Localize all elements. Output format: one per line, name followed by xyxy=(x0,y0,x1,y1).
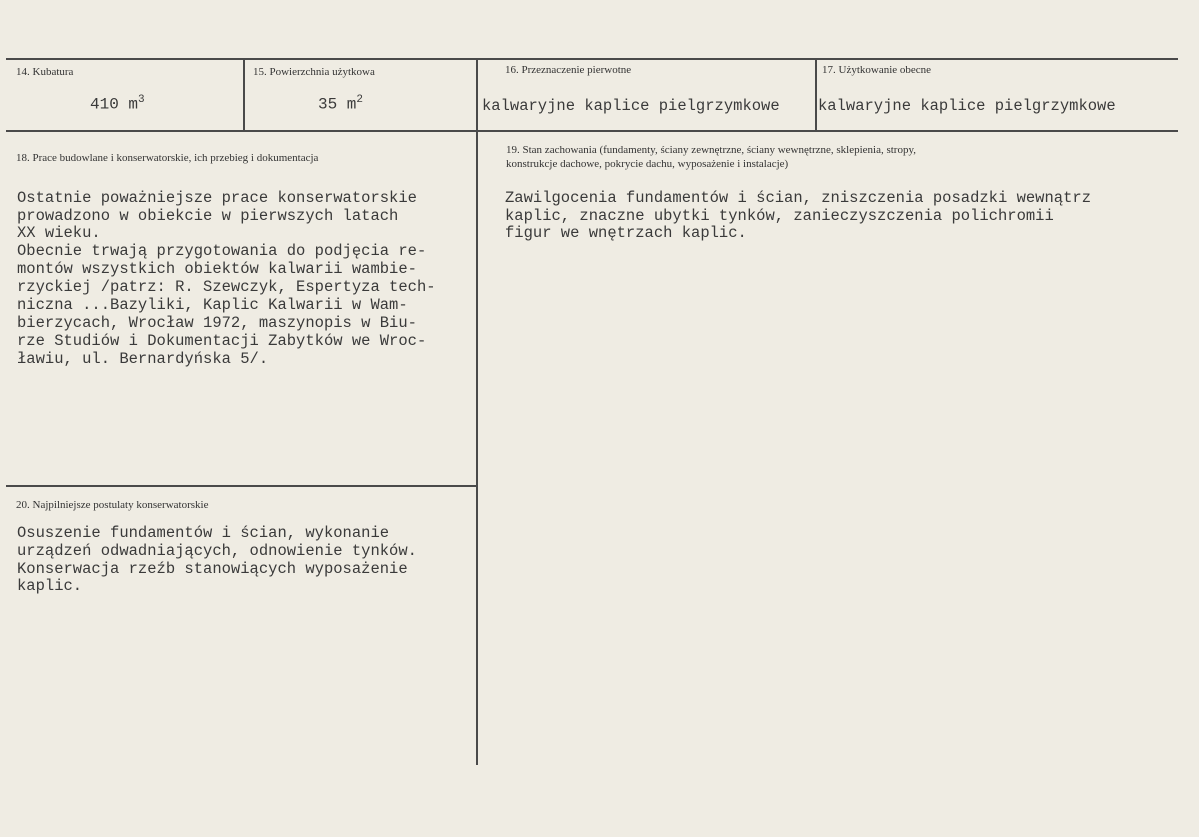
text-line: rze Studiów i Dokumentacji Zabytków we Wroc- xyxy=(17,332,427,350)
text-line: niczna ...Bazyliki, Kaplic Kalwarii w Wam- xyxy=(17,296,408,314)
text-line: ławiu, ul. Bernardyńska 5/. xyxy=(17,350,269,368)
text-line: urządzeń odwadniających, odnowienie tynków. xyxy=(17,542,417,560)
divider-15-16 xyxy=(476,58,478,765)
field-18-label: 18. Prace budowlane i konserwatorskie, ich przebieg i dokumentacja xyxy=(16,152,319,164)
field-15-label: 15. Powierzchnia użytkowa xyxy=(253,66,375,78)
field-14-value: 410 $m^3$ xyxy=(90,94,145,114)
field-17-value: kalwaryjne kaplice pielgrzymkowe xyxy=(818,97,1116,115)
divider-16-17 xyxy=(815,58,817,131)
text-line: bierzycach, Wrocław 1972, maszynopis w Biu- xyxy=(17,314,417,332)
field-16-value: kalwaryjne kaplice pielgrzymkowe xyxy=(482,97,780,115)
top-border-line xyxy=(6,58,1178,60)
field-14-label: 14. Kubatura xyxy=(16,66,74,78)
text-line: rzyckiej /patrz: R. Szewczyk, Espertyza tech- xyxy=(17,278,436,296)
text-line: XX wieku. xyxy=(17,224,101,242)
text-line: Obecnie trwają przygotowania do podjęcia re- xyxy=(17,242,427,260)
field-20-label: 20. Najpilniejsze postulaty konserwatorskie xyxy=(16,499,209,511)
text-line: kaplic. xyxy=(17,577,83,595)
text-line: Osuszenie fundamentów i ścian, wykonanie xyxy=(17,524,390,542)
field-16-label: 16. Przeznaczenie pierwotne xyxy=(505,64,632,76)
text-line: montów wszystkich obiektów kalwarii wambie- xyxy=(17,260,417,278)
field-19-label-line-2: konstrukcje dachowe, pokrycie dachu, wyposażenie i instalacje) xyxy=(506,158,789,170)
section-18-bottom-line xyxy=(6,485,477,487)
text-line: Zawilgocenia fundamentów i ścian, zniszczenia posadzki wewnątrz xyxy=(505,189,1091,207)
text-line: kaplic, znaczne ubytki tynków, zanieczyszczenia polichromii xyxy=(505,207,1054,225)
text-line: figur we wnętrzach kaplic. xyxy=(505,224,747,242)
text-line: prowadzono w obiekcie w pierwszych latach xyxy=(17,207,399,225)
text-line: Ostatnie poważniejsze prace konserwatorskie xyxy=(17,189,417,207)
field-17-label: 17. Użytkowanie obecne xyxy=(822,64,932,76)
text-line: Konserwacja rzeźb stanowiących wyposażenie xyxy=(17,560,408,578)
header-row-bottom-line xyxy=(6,130,1178,132)
field-19-label-line-1: 19. Stan zachowania (fundamenty, ściany zewnętrzne, ściany wewnętrzne, sklepienia, stropy, xyxy=(506,144,917,156)
divider-14-15 xyxy=(243,58,245,131)
field-15-value: 35 $m^2$ xyxy=(318,94,364,114)
